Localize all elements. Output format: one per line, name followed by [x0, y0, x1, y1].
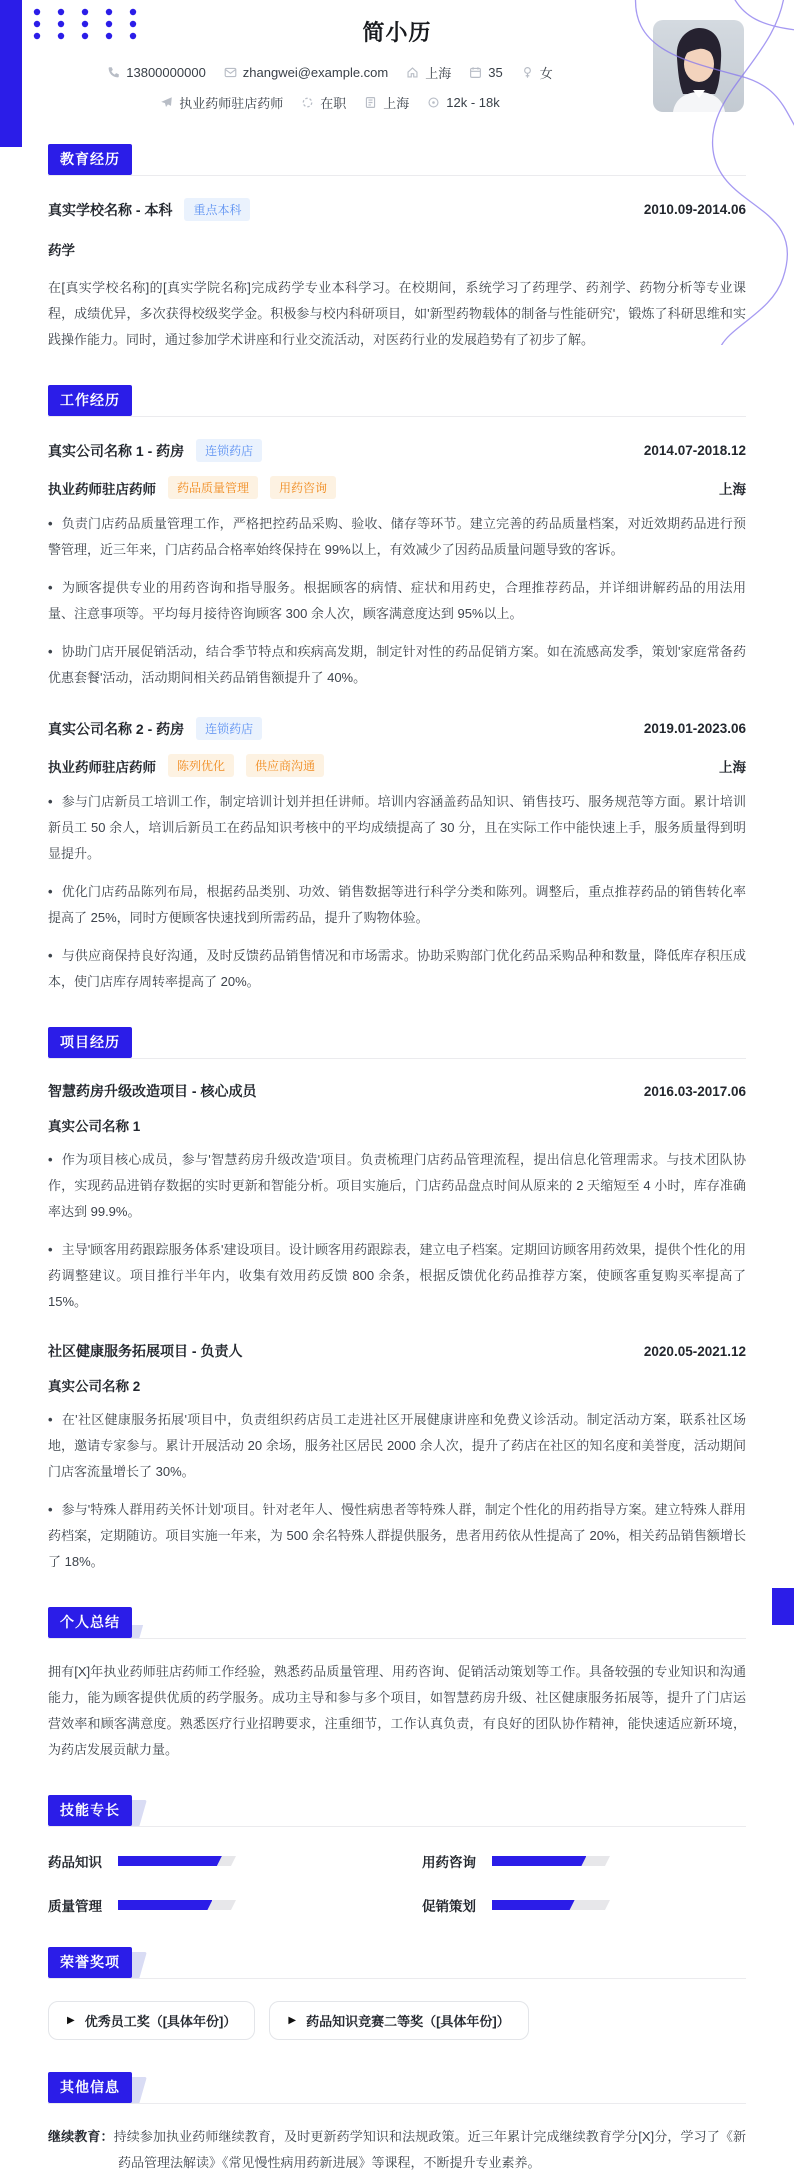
page-title: 简小历	[362, 20, 432, 45]
summary-text: 拥有[X]年执业药师驻店药师工作经验，熟悉药品质量管理、用药咨询、促销活动策划等工作。具备较强的专业知识和沟通能力，能为顾客提供优质的药学服务。成功主导和参与多个项目，如智慧药房升级、社区健康服务拓展等，提升了门店运营效率和顾客满意度。熟悉医疗行业招聘要求，注重细节，工作认真负责，有良好的团队协作精神，能快速适应新环境，为药店发展贡献力量。	[48, 1664, 746, 1757]
contact-gender	[521, 63, 553, 82]
contact-age	[469, 65, 502, 80]
skills-badge: 技能专长	[48, 1795, 132, 1826]
project-entry-2	[48, 1341, 746, 1575]
project-date: 2020.05-2021.12	[643, 1343, 746, 1359]
company-tag: 连锁药店	[196, 439, 262, 462]
position-icon	[160, 96, 173, 109]
section-header-work	[48, 385, 746, 417]
work-location: 上海	[719, 481, 746, 497]
bottom-right-accent-bar	[772, 1588, 794, 1625]
work-entry-1	[48, 439, 746, 691]
summary-badge: 个人总结	[48, 1607, 132, 1638]
section-summary	[48, 1659, 746, 1763]
contact-phone	[107, 65, 206, 80]
education-major: 药学	[48, 243, 75, 258]
section-projects	[48, 1081, 746, 1575]
skill-bar-track	[118, 1900, 236, 1910]
section-honors	[48, 2001, 746, 2040]
home-icon	[406, 66, 419, 79]
work-bullet: • 与供应商保持良好沟通，及时反馈药品销售情况和市场需求。协助采购部门优化药品采购品种和数量，降低库存积压成本，使门店库存周转率提高了 20%。	[48, 948, 746, 989]
city-icon	[364, 96, 377, 109]
salary-icon	[427, 96, 440, 109]
job-skill-tag: 供应商沟通	[246, 754, 324, 777]
other-info-text: 继续教育：持续参加执业药师继续教育，及时更新药学知识和法规政策。近三年累计完成继续教育学分[X]分，学习了《新药品管理法解读》《常见慢性病用药新进展》等课程，不断提升专业素养。	[48, 2129, 746, 2170]
job-title: 执业药师驻店药师	[48, 759, 156, 775]
contact-home	[406, 63, 451, 82]
award-pill[interactable]	[269, 2001, 528, 2040]
other-badge: 其他信息	[48, 2072, 132, 2103]
play-icon: ▶	[67, 2015, 75, 2026]
resume-header	[0, 0, 794, 112]
work-bullet: • 负责门店药品质量管理工作，严格把控药品采购、验收、储存等环节。建立完善的药品质量档案，对近效期药品进行预警管理，近三年来，门店药品合格率始终保持在 99%以上，有效减少了因药品质量问题导致的客诉。	[48, 516, 746, 557]
project-name: 社区健康服务拓展项目 - 负责人	[48, 1343, 243, 1359]
skill-name: 促销策划	[422, 1899, 476, 1914]
job-skill-tag: 用药咨询	[270, 476, 336, 499]
work-badge: 工作经历	[48, 385, 132, 416]
project-date: 2016.03-2017.06	[643, 1083, 746, 1099]
section-header-education	[48, 144, 746, 176]
skill-bar-fill	[118, 1856, 222, 1866]
project-bullet: • 主导'顾客用药跟踪服务体系'建设项目。设计顾客用药跟踪表，建立电子档案。定期回访顾客用药效果，提供个性化的用药调整建议。项目推行半年内，收集有效用药反馈 800 余条，根据反馈优化药品推荐方案，使顾客重复购买率提高了 15%。	[48, 1242, 746, 1309]
skill-bar-track	[492, 1856, 610, 1866]
section-education	[48, 198, 746, 353]
section-work	[48, 439, 746, 995]
work-bullet: • 协助门店开展促销活动，结合季节特点和疾病高发期，制定针对性的药品促销方案。如在流感高发季，策划'家庭常备药优惠套餐'活动，活动期间相关药品销售额提升了 40%。	[48, 644, 746, 685]
contact-city	[364, 93, 409, 112]
project-company: 真实公司名称 1	[48, 1119, 141, 1134]
project-bullet: • 参与'特殊人群用药关怀计划'项目。针对老年人、慢性病患者等特殊人群，制定个性化的用药指导方案。建立特殊人群用药档案，定期随访。项目实施一年来，为 500 余名特殊人群提供服务，患者用药依从性提高了 20%，相关药品销售额增长了 18%。	[48, 1502, 746, 1569]
work-date: 2019.01-2023.06	[643, 721, 746, 736]
contact-position	[160, 93, 283, 112]
work-location: 上海	[719, 759, 746, 775]
project-company: 真实公司名称 2	[48, 1379, 141, 1394]
education-date: 2010.09-2014.06	[643, 202, 746, 217]
project-bullet: • 在'社区健康服务拓展'项目中，负责组织药店员工走进社区开展健康讲座和免费义诊活动。制定活动方案，联系社区场地，邀请专家参与。累计开展活动 20 余场，服务社区居民 2000 余人次，提升了药店在社区的知名度和美誉度，活动期间门店客流量增长了 30%。	[48, 1412, 746, 1479]
contact-status	[301, 93, 346, 112]
award-pill[interactable]	[48, 2001, 255, 2040]
skill-name: 质量管理	[48, 1899, 102, 1914]
contact-status-value: 在职	[320, 96, 347, 111]
other-info-label: 继续教育：	[48, 2129, 114, 2144]
work-date: 2014.07-2018.12	[643, 443, 746, 458]
skill-bar-track	[118, 1856, 236, 1866]
school-tag: 重点本科	[184, 198, 250, 221]
work-bullet: • 参与门店新员工培训工作，制定培训计划并担任讲师。培训内容涵盖药品知识、销售技巧、服务规范等方面。累计培训新员工 50 余人，培训后新员工在药品知识考核中的平均成绩提高了 30 分，且在实际工作中能快速上手，服务质量得到明显提升。	[48, 794, 746, 861]
school-name: 真实学校名称 - 本科	[48, 201, 173, 218]
project-entry-1	[48, 1081, 746, 1315]
job-title: 执业药师驻店药师	[48, 481, 156, 497]
honors-badge: 荣誉奖项	[48, 1947, 132, 1978]
award-label: 优秀员工奖（[具体年份]）	[84, 2014, 237, 2029]
job-skill-tag: 药品质量管理	[168, 476, 258, 499]
project-name: 智慧药房升级改造项目 - 核心成员	[48, 1083, 257, 1099]
contact-position-value: 执业药师驻店药师	[179, 96, 284, 111]
section-skills	[48, 1851, 746, 1915]
company-tag: 连锁药店	[196, 717, 262, 740]
gender-icon	[521, 66, 534, 79]
job-skill-tag: 陈列优化	[168, 754, 234, 777]
section-other	[48, 2124, 746, 2176]
project-bullet: • 作为项目核心成员，参与'智慧药房升级改造'项目。负责梳理门店药品管理流程，提出信息化管理需求。与技术团队协作，实现药品进销存数据的实时更新和智能分析。项目实施后，门店药品盘点时间从原来的 2 天缩短至 4 小时，库存准确率达到 99.9%。	[48, 1152, 746, 1219]
contact-email-value: zhangwei@example.com	[242, 65, 389, 80]
skill-item	[48, 1895, 372, 1915]
skill-bar-fill	[492, 1856, 586, 1866]
skill-name: 药品知识	[48, 1855, 102, 1870]
contact-age-value: 35	[488, 65, 503, 80]
skill-name: 用药咨询	[422, 1855, 476, 1870]
contact-gender-value: 女	[539, 66, 553, 81]
education-description: 在[真实学校名称]的[真实学院名称]完成药学专业本科学习。在校期间，系统学习了药理学、药剂学、药物分析等专业课程，成绩优异，多次获得校级奖学金。积极参与校内科研项目，如'新型药物载体的制备与性能研究'，锻炼了科研思维和实践操作能力。同时，通过参加学术讲座和行业交流活动，对医药行业的发展趋势有了初步了解。	[48, 280, 746, 347]
work-entry-2	[48, 717, 746, 995]
contact-city-value: 上海	[383, 96, 410, 111]
section-header-other	[48, 2072, 746, 2104]
company-name: 真实公司名称 1 - 药房	[48, 442, 185, 459]
skill-bar-fill	[118, 1900, 212, 1910]
award-label: 药品知识竞赛二等奖（[具体年份]）	[306, 2014, 510, 2029]
skill-bar-fill	[492, 1900, 575, 1910]
contact-row-2	[0, 93, 660, 112]
contact-salary-value: 12k - 18k	[446, 95, 500, 110]
email-icon	[224, 66, 237, 79]
skill-bar-track	[492, 1900, 610, 1910]
section-header-summary	[48, 1607, 746, 1639]
profile-photo	[653, 20, 744, 112]
section-header-skills	[48, 1795, 746, 1827]
education-badge: 教育经历	[48, 144, 132, 175]
contact-info	[0, 63, 660, 112]
age-icon	[469, 66, 482, 79]
status-icon	[301, 96, 314, 109]
contact-phone-value: 13800000000	[126, 65, 206, 80]
contact-row-1	[0, 63, 660, 82]
skill-item	[422, 1895, 746, 1915]
work-bullet: • 为顾客提供专业的用药咨询和指导服务。根据顾客的病情、症状和用药史，合理推荐药品，并详细讲解药品的用法用量、注意事项等。平均每月接待咨询顾客 300 余人次，顾客满意度达到 95%以上。	[48, 580, 746, 621]
contact-home-value: 上海	[425, 66, 452, 81]
company-name: 真实公司名称 2 - 药房	[48, 720, 185, 737]
skill-item	[48, 1851, 372, 1871]
work-bullet: • 优化门店药品陈列布局，根据药品类别、功效、销售数据等进行科学分类和陈列。调整后，重点推荐药品的销售转化率提高了 25%，同时方便顾客快速找到所需药品，提升了购物体验。	[48, 884, 746, 925]
contact-email	[224, 65, 388, 80]
play-icon: ▶	[288, 2015, 297, 2026]
contact-salary	[427, 95, 499, 110]
section-header-honors	[48, 1947, 746, 1979]
section-header-projects	[48, 1027, 746, 1059]
skill-item	[422, 1851, 746, 1871]
phone-icon	[107, 66, 120, 79]
projects-badge: 项目经历	[48, 1027, 132, 1058]
